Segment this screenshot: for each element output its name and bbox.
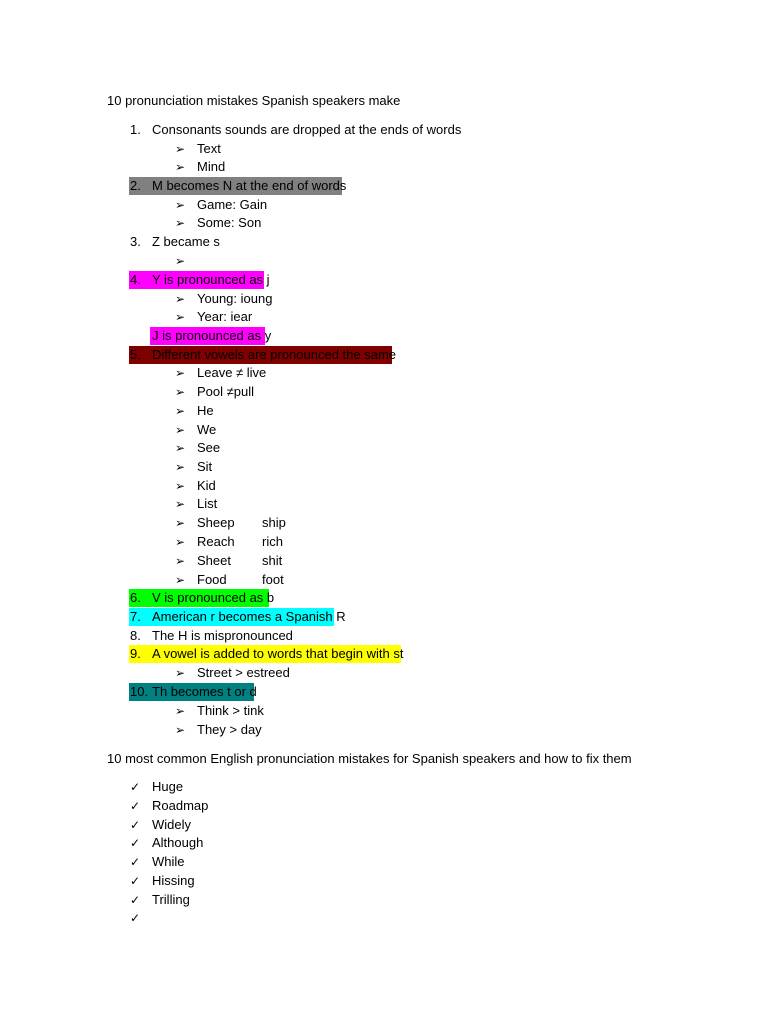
document-title: 10 pronunciation mistakes Spanish speakers make (107, 93, 401, 108)
checkmark-icon: ✓ (130, 818, 141, 832)
sub-bullet (0, 364, 768, 382)
sub-bullet (0, 439, 768, 457)
arrowhead-bullet-icon: ➢ (175, 460, 186, 474)
arrowhead-bullet-icon: ➢ (175, 292, 186, 306)
bullet-text: Reach (197, 534, 235, 549)
bullet-text: Leave ≠ live (197, 365, 267, 380)
sub-bullet (0, 477, 768, 495)
list-item-10 (0, 683, 768, 701)
arrowhead-bullet-icon: ➢ (175, 423, 186, 437)
checklist-text: Although (152, 835, 204, 850)
bullet-pair-text: foot (262, 572, 284, 587)
sub-bullet-pair (0, 571, 768, 589)
checkmark-icon: ✓ (130, 874, 141, 888)
bullet-text: Sheet (197, 553, 231, 568)
checklist-text: Trilling (152, 892, 190, 907)
bullet-text: Young: ioung (197, 291, 273, 306)
sub-bullet-pair (0, 533, 768, 551)
item-number: 2. (130, 178, 141, 193)
checklist-item (0, 872, 768, 890)
bullet-text: Game: Gain (197, 197, 268, 212)
item-text: Z became s (152, 234, 220, 249)
sub-bullet (0, 402, 768, 420)
arrowhead-bullet-icon: ➢ (175, 160, 186, 174)
arrowhead-bullet-icon: ➢ (175, 479, 186, 493)
bullet-text: Year: iear (197, 309, 253, 324)
checkmark-icon: ✓ (130, 893, 141, 907)
arrowhead-bullet-icon: ➢ (175, 554, 186, 568)
sub-bullet-pair (0, 514, 768, 532)
bullet-text: Sit (197, 459, 213, 474)
checkmark-icon: ✓ (130, 836, 141, 850)
bullet-text: Street > estreed (197, 665, 290, 680)
section-subtitle: 10 most common English pronunciation mistakes for Spanish speakers and how to fix them (107, 751, 632, 766)
item-text: A vowel is added to words that begin with st (152, 646, 404, 661)
item-number: 9. (130, 646, 141, 661)
list-item-2 (0, 177, 768, 195)
checkmark-icon: ✓ (130, 911, 141, 925)
bullet-text: They > day (197, 722, 262, 737)
item-number: 8. (130, 628, 141, 643)
sub-bullet (0, 214, 768, 232)
list-item-5 (0, 346, 768, 364)
sub-bullet (0, 196, 768, 214)
checklist-text: Huge (152, 779, 184, 794)
checkmark-icon: ✓ (130, 855, 141, 869)
list-item-8 (0, 627, 768, 645)
item-text: The H is mispronounced (152, 628, 293, 643)
bullet-text: Pool ≠pull (197, 384, 255, 399)
bullet-text: We (197, 422, 217, 437)
bullet-text: Mind (197, 159, 226, 174)
arrowhead-bullet-icon: ➢ (175, 573, 186, 587)
arrowhead-bullet-icon: ➢ (175, 404, 186, 418)
note-text: J is pronounced as y (152, 328, 272, 343)
item-number: 6. (130, 590, 141, 605)
arrowhead-bullet-icon: ➢ (175, 535, 186, 549)
sub-bullet (0, 702, 768, 720)
sub-bullet (0, 495, 768, 513)
bullet-text: Kid (197, 478, 216, 493)
bullet-pair-text: rich (262, 534, 283, 549)
checklist-item (0, 891, 768, 909)
checklist-item (0, 834, 768, 852)
bullet-pair-text: shit (262, 553, 283, 568)
sub-bullet (0, 383, 768, 401)
list-item-4 (0, 271, 768, 289)
item-text: M becomes N at the end of words (152, 178, 347, 193)
note-line (0, 327, 768, 345)
sub-bullet (0, 721, 768, 739)
bullet-text: Some: Son (197, 215, 262, 230)
bullet-text: List (197, 496, 218, 511)
checklist-item (0, 778, 768, 796)
sub-bullet (0, 421, 768, 439)
bullet-text: Think > tink (197, 703, 264, 718)
arrowhead-bullet-icon: ➢ (175, 666, 186, 680)
arrowhead-bullet-icon: ➢ (175, 385, 186, 399)
sub-bullet (0, 664, 768, 682)
arrowhead-bullet-icon: ➢ (175, 216, 186, 230)
item-number: 3. (130, 234, 141, 249)
item-number: 4. (130, 272, 141, 287)
checklist-item (0, 797, 768, 815)
bullet-text: Food (197, 572, 227, 587)
arrowhead-bullet-icon: ➢ (175, 516, 186, 530)
item-text: Consonants sounds are dropped at the ends of words (152, 122, 462, 137)
item-number: 10. (130, 684, 149, 699)
item-text: Different vowels are pronounced the same (152, 347, 397, 362)
checklist-item (0, 853, 768, 871)
arrowhead-bullet-icon: ➢ (175, 704, 186, 718)
item-text: Th becomes t or d (152, 684, 257, 699)
bullet-text: Text (197, 141, 221, 156)
list-item-7 (0, 608, 768, 626)
bullet-text: He (197, 403, 214, 418)
list-item-6 (0, 589, 768, 607)
checklist-text: While (152, 854, 185, 869)
sub-bullet (0, 158, 768, 176)
checklist-item (0, 816, 768, 834)
bullet-pair-text: ship (262, 515, 286, 530)
list-item-3 (0, 233, 768, 251)
checklist-text: Hissing (152, 873, 195, 888)
checkmark-icon: ✓ (130, 799, 141, 813)
sub-bullet-pair (0, 552, 768, 570)
checklist-text: Roadmap (152, 798, 209, 813)
arrowhead-bullet-icon: ➢ (175, 497, 186, 511)
sub-bullet (0, 252, 768, 270)
arrowhead-bullet-icon: ➢ (175, 198, 186, 212)
item-number: 1. (130, 122, 141, 137)
arrowhead-bullet-icon: ➢ (175, 142, 186, 156)
bullet-text: See (197, 440, 221, 455)
item-text: Y is pronounced as j (152, 272, 270, 287)
arrowhead-bullet-icon: ➢ (175, 366, 186, 380)
bullet-text: Sheep (197, 515, 235, 530)
arrowhead-bullet-icon: ➢ (175, 310, 186, 324)
sub-bullet (0, 290, 768, 308)
checkmark-icon: ✓ (130, 780, 141, 794)
arrowhead-bullet-icon: ➢ (175, 441, 186, 455)
arrowhead-bullet-icon: ➢ (175, 723, 186, 737)
item-number: 5. (130, 347, 141, 362)
checklist-item (0, 909, 768, 927)
item-number: 7. (130, 609, 141, 624)
list-item-9 (0, 645, 768, 663)
arrowhead-bullet-icon: ➢ (175, 254, 186, 268)
item-text: American r becomes a Spanish R (152, 609, 346, 624)
item-text: V is pronounced as b (152, 590, 275, 605)
list-item-1 (0, 121, 768, 139)
sub-bullet (0, 308, 768, 326)
checklist-text: Widely (152, 817, 192, 832)
sub-bullet (0, 140, 768, 158)
sub-bullet (0, 458, 768, 476)
